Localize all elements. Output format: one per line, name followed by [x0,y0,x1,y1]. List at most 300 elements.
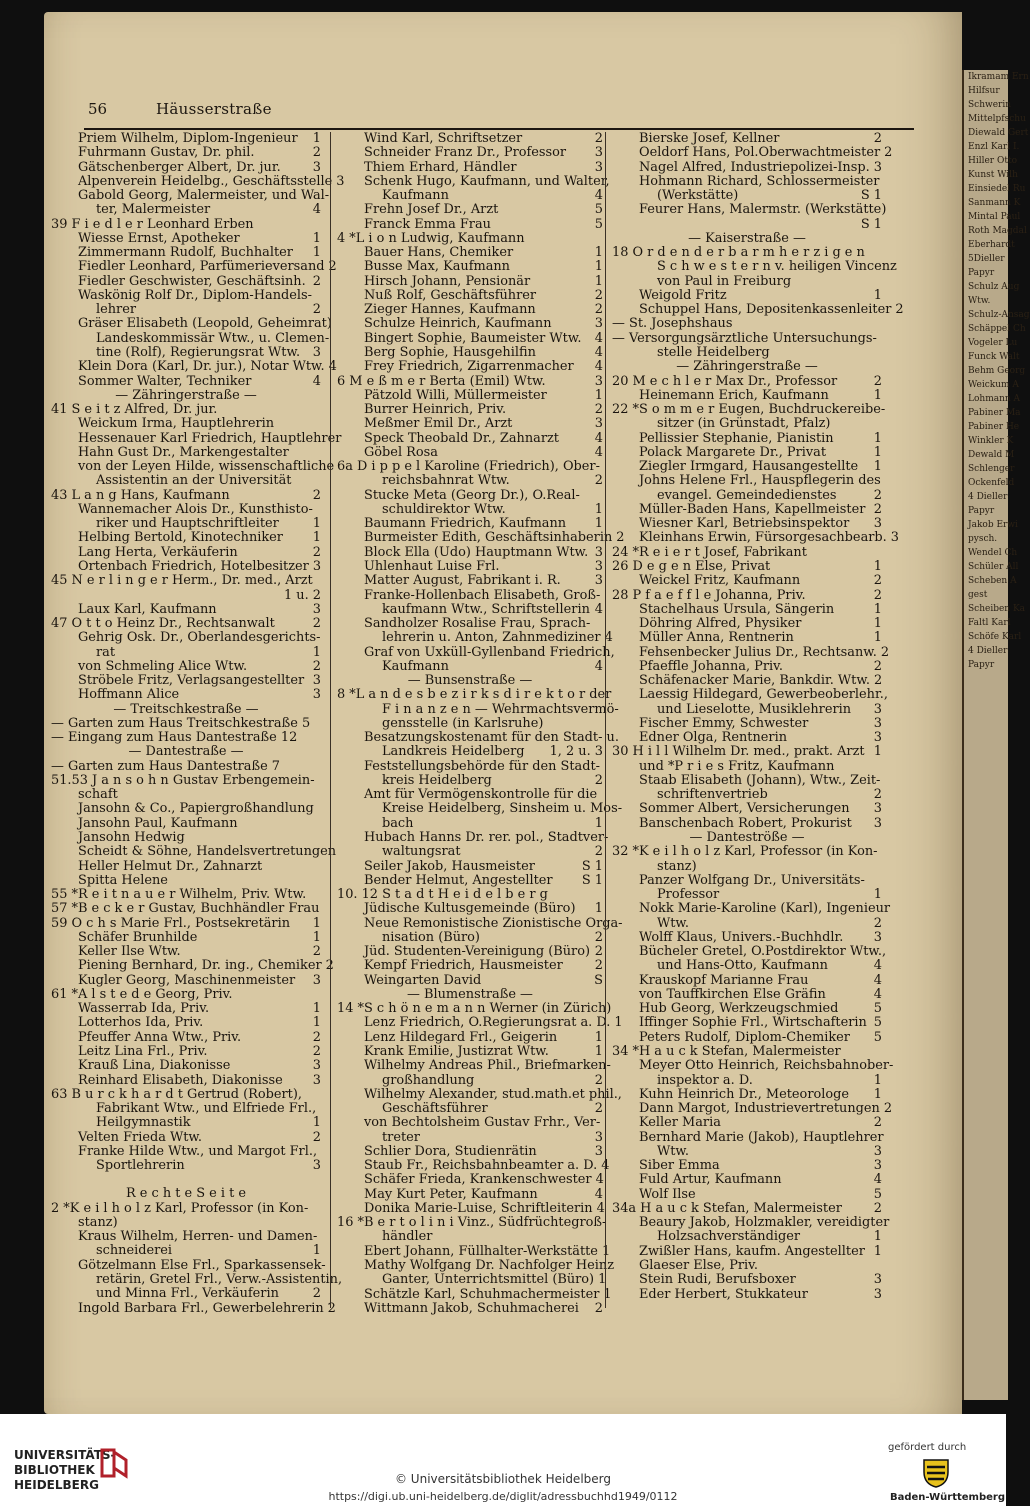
floor-number: 1 [312,516,321,532]
floor-number [878,332,882,346]
entry-text: Wind Karl, Schriftsetzer [364,131,523,146]
directory-entry [612,417,882,431]
adjacent-page-fragment: Kunst Wilh [968,170,1018,180]
entry-text: Schneider Franz Dr., Professor [364,145,567,161]
directory-entry [51,446,321,460]
entry-text: S c h w e s t e r n v. heiligen Vincenz [657,259,897,275]
directory-entry [337,574,603,588]
directory-entry [612,503,882,517]
floor-number: 2 [312,145,321,161]
entry-text: Geschäftsführer [382,1101,488,1117]
directory-entry [337,303,603,317]
directory-entry [337,189,603,203]
floor-number: 2 [312,1129,321,1145]
directory-entry [51,788,321,802]
permalink-url[interactable]: https://digi.ub.uni-heidelberg.de/diglit/adressbuchhd1949/0112 [328,1490,678,1503]
entry-text: — Versorgungsärztliche Untersuchungs- [612,330,877,346]
entry-text: stanz) [657,858,697,874]
directory-entry [51,646,321,660]
entry-text: Weickum Irma, Hauptlehrerin [78,416,275,432]
floor-number [878,760,882,774]
floor-number: 2 [328,259,337,275]
directory-entry [51,603,321,617]
entry-text: 4 *L i o n Ludwig, Kaufmann [337,230,525,246]
floor-number: 1 [873,630,882,646]
entry-text: Beaury Jakob, Holzmakler, vereidigter [639,1215,890,1231]
directory-entry [337,1031,603,1045]
directory-column-1 [51,131,345,1316]
entry-text: Gräser Elisabeth (Leopold, Geheimrat) [78,316,332,332]
floor-number: 1 [594,815,603,831]
entry-text: und Minna Frl., Verkäuferin [96,1286,279,1302]
adjacent-page-fragment: Papyr [968,660,995,670]
directory-entry [51,1116,321,1130]
directory-entry [612,489,882,503]
directory-entry [51,346,321,360]
adjacent-page-fragment: Roth Magdal [968,226,1027,236]
floor-number: 2 [312,487,321,503]
entry-text: Spitta Helene [78,872,168,888]
directory-entry [337,760,603,774]
floor-number: 1 [873,459,882,475]
footer-bar [0,1414,1006,1506]
floor-number [326,1259,330,1273]
adjacent-page-fragment: Schüler All [968,562,1019,572]
entry-text: Wolf Ilse [639,1186,696,1202]
floor-number: 4 [312,202,321,218]
adjacent-page-fragment: 5Dieller [968,254,1005,264]
floor-number [878,860,882,874]
entry-text: Kleinhans Erwin, Fürsorgesachbearb. [639,530,887,546]
directory-entry [51,232,321,246]
floor-number: 1 [873,287,882,303]
adjacent-page-fragment: pysch. [968,534,998,544]
directory-entry [612,1031,882,1045]
directory-entry [337,1158,610,1174]
entry-text: Feurer Hans, Malermstr. (Werkstätte) [639,202,887,218]
directory-entry [51,1159,321,1173]
floor-number: 2 [312,1286,321,1302]
directory-entry [51,817,321,831]
directory-entry [612,202,887,218]
directory-entry [612,674,882,688]
floor-number: 2 [895,302,904,318]
street-heading: — Danteströße — [689,830,805,846]
floor-number [878,346,882,360]
directory-entry [612,560,882,574]
directory-entry [337,1116,603,1130]
directory-entry [612,1173,882,1187]
entry-text: 43 L a n g Hans, Kaufmann [51,487,230,503]
floor-number: 1 [873,616,882,632]
floor-number: S 1 [581,872,603,888]
directory-entry [337,915,623,931]
directory-entry [337,560,603,574]
entry-text: Iffinger Sophie Frl., Wirtschafterin [639,1015,867,1031]
floor-number: 3 [594,316,603,332]
entry-text: Sandholzer Rosalise Frau, Sprach- [364,616,591,632]
directory-entry [337,745,603,759]
floor-number: 2 [873,787,882,803]
floor-number: 4 [594,188,603,204]
entry-text: 6a D i p p e l Karoline (Friedrich), Ober- [337,459,600,475]
entry-text: waltungsrat [382,844,461,860]
entry-text: Müller Anna, Rentnerin [639,630,794,646]
entry-text: Ströbele Fritz, Verlagsangestellter [78,673,305,689]
directory-entry [612,817,882,831]
entry-text: Priem Wilhelm, Diplom-Ingenieur [78,131,298,146]
floor-number: 4 [594,601,603,617]
floor-number: 2 [312,1044,321,1059]
entry-text: 59 O c h s Marie Frl., Postsekretärin [51,915,291,931]
entry-text: Krauskopf Marianne Frau [639,972,809,988]
floor-number: 5 [873,1015,882,1031]
directory-entry [612,760,882,774]
directory-entry [51,660,321,674]
directory-entry [337,603,603,617]
entry-text: 18 O r d e n d e r b a r m h e r z i g e n [612,245,865,261]
entry-text: Heinemann Erich, Kaufmann [639,387,829,403]
floor-number [599,788,603,802]
entry-text: Frey Friedrich, Zigarrenmacher [364,359,574,375]
entry-text: Dann Margot, Industrievertretungen [639,1101,880,1117]
directory-entry [51,1216,321,1230]
directory-entry [337,1215,607,1231]
directory-entry [612,332,882,346]
floor-number: 1 [873,1243,882,1259]
directory-entry [337,246,603,260]
entry-text: großhandlung [382,1072,475,1088]
floor-number: 3 [312,673,321,689]
entry-text: retärin, Gretel Frl., Verw.-Assistentin, [96,1271,343,1287]
floor-number: 2 [873,373,882,389]
entry-text: Speck Theobald Dr., Zahnarzt [364,430,559,446]
floor-number [317,1145,321,1159]
floor-number: 2 [873,131,882,146]
entry-text: Hahn Gust Dr., Markengestalter [78,444,289,460]
floor-number: 3 [873,516,882,532]
entry-text: Keller Ilse Wtw. [78,944,181,960]
directory-entry [337,489,603,503]
entry-text: Reinhard Elisabeth, Diakonisse [78,1072,283,1088]
floor-number: 1, 2 u. 3 [549,744,603,760]
directory-entry [612,346,882,360]
entry-text: Hohmann Richard, Schlossermeister [639,173,880,189]
directory-entry [612,731,882,745]
entry-text: Kaufmann [382,188,449,204]
directory-entry [51,146,321,160]
floor-number: 2 [873,673,883,689]
directory-entry [612,687,888,703]
entry-text: von Paul in Freiburg [657,273,792,289]
directory-entry [337,146,603,160]
entry-text: Döhring Alfred, Physiker [639,616,802,632]
entry-text: 45 N e r l i n g e r Herm., Dr. med., Arzt [51,573,313,589]
library-name-line2: BIBLIOTHEK [14,1463,95,1477]
floor-number: 2 [312,944,321,960]
directory-entry [612,432,882,446]
directory-entry [51,173,345,189]
floor-number [878,1045,882,1059]
directory-entry [337,317,603,331]
directory-entry [337,1272,607,1288]
floor-number: 2 [594,287,603,303]
adjacent-page-fragment: Behm Georg [968,366,1026,376]
adjacent-page-fragment: Faltl Karl [968,618,1011,628]
directory-entry [612,1202,882,1216]
entry-text: Jansohn & Co., Papiergroßhandlung [78,801,314,817]
directory-entry [612,1259,882,1273]
floor-number [317,831,321,845]
directory-entry [612,175,882,189]
directory-entry [337,660,603,674]
entry-text: Nagel Alfred, Industriepolizei-Insp. [639,159,870,175]
entry-text: Oeldorf Hans, Pol.Oberwachtmeister [639,145,881,161]
directory-entry [337,346,603,360]
funder-name: Baden-Württemberg [890,1492,1006,1503]
entry-text: Fiedler Leonhard, Parfümerieversand [78,259,325,275]
floor-number: 4 [594,444,603,460]
directory-entry [337,517,603,531]
floor-number [317,218,321,232]
entry-text: Thiem Erhard, Händler [364,159,517,175]
directory-entry [612,589,882,603]
directory-entry [612,259,897,275]
floor-number: 2 [594,1300,603,1316]
adjacent-page-fragment: 4 Dieller [968,646,1008,656]
floor-number: 1 [594,259,603,275]
directory-entry [51,1271,343,1287]
directory-entry [51,1102,321,1116]
entry-text: Johns Helene Frl., Hauspflegerin des [639,473,881,489]
directory-entry [51,303,321,317]
entry-text: Panzer Wolfgang Dr., Universitäts- [639,872,865,888]
entry-text: und Hans-Otto, Kaufmann [657,958,828,974]
entry-text: Leitz Lina Frl., Priv. [78,1044,208,1059]
floor-number [878,845,882,859]
directory-entry [51,844,337,860]
adjacent-page-fragment: Hilfsur [968,86,1000,96]
entry-text: von Bechtolsheim Gustav Frhr., Ver- [364,1115,601,1131]
entry-text: Lotterhos Ida, Priv. [78,1015,204,1031]
directory-entry [337,874,603,888]
library-name-line3: HEIDELBERG [14,1478,99,1492]
floor-number: 2 [325,958,334,974]
directory-entry [51,132,321,146]
directory-entry [612,375,882,389]
entry-text: Stein Rudi, Berufsboxer [639,1272,796,1288]
directory-entry [51,1016,321,1030]
directory-entry [337,1145,603,1159]
floor-number [317,788,321,802]
entry-text: Schlier Dora, Studienrätin [364,1143,537,1159]
directory-entry [337,446,603,460]
adjacent-page-fragment: Schwerin [968,100,1012,110]
floor-number [317,503,321,517]
directory-entry [337,1173,603,1187]
directory-entry [51,259,337,275]
directory-entry [51,902,321,916]
floor-number: 3 [873,159,882,175]
directory-entry [337,1045,603,1059]
entry-text: 47 O t t o Heinz Dr., Rechtsanwalt [51,616,275,632]
directory-entry [337,1058,611,1074]
floor-number: 2 [873,573,882,589]
directory-column-3 [605,131,904,1308]
adjacent-page-fragment: Hiller Otto [968,156,1018,166]
directory-entry [612,1131,882,1145]
floor-number [317,888,321,902]
adjacent-page-fragment: Lohmann A [968,394,1021,404]
floor-number: 3 [873,715,882,731]
directory-entry [337,945,603,959]
entry-text: Velten Frieda Wtw. [78,1129,203,1145]
adjacent-page-fragment: 4 Dieller [968,492,1008,502]
library-name-line1: UNIVERSITÄTS- [14,1448,116,1462]
entry-text: Amt für Vermögenskontrolle für die [364,787,598,803]
directory-entry [612,132,882,146]
floor-number [599,617,603,631]
floor-number [317,817,321,831]
funding-label: gefördert durch [888,1442,967,1453]
directory-entry [337,774,603,788]
floor-number [317,860,321,874]
floor-number: 1 [873,1072,882,1088]
floor-number [878,417,882,431]
directory-entry [612,974,882,988]
directory-entry [337,617,603,631]
floor-number: 1 [312,530,321,546]
directory-entry [337,959,603,973]
floor-number: 3 [312,159,321,175]
adjacent-page-fragment: Schulz Aug [968,282,1020,292]
entry-text: rat [96,644,116,660]
directory-entry [337,546,603,560]
copyright-text: © Universitätsbibliothek Heidelberg [394,1472,611,1486]
floor-number: 4 [596,1200,605,1216]
floor-number: 1 [873,444,882,460]
floor-number [317,446,321,460]
floor-number: 1 [873,558,882,574]
directory-entry [612,717,882,731]
directory-entry [337,717,603,731]
directory-entry [337,432,603,446]
floor-number: 4 [873,958,882,974]
directory-entry [337,289,603,303]
directory-entry [337,888,603,902]
directory-entry [51,917,321,931]
directory-entry [51,974,321,988]
directory-entry [51,1074,321,1088]
floor-number: 3 [873,1143,882,1159]
directory-entry [612,603,882,617]
adjacent-page-fragment: Schlenger [968,464,1015,474]
entry-text: Jüd. Studenten-Vereinigung (Büro) [364,944,590,960]
floor-number: 3 [594,558,603,574]
floor-number: 3 [312,1072,321,1088]
floor-number: 1 [873,601,882,617]
directory-entry [51,674,321,688]
state-emblem-icon [918,1458,954,1488]
floor-number: 3 [312,1158,321,1174]
directory-entry [612,1058,894,1074]
entry-text: Wannemacher Alois Dr., Kunsthisto- [78,501,313,517]
entry-text: Ingold Barbara Frl., Gewerbelehrerin [78,1300,324,1316]
directory-entry [51,417,321,431]
floor-number: 1 [594,501,603,517]
directory-entry [51,430,342,446]
entry-text: Zwißler Hans, kaufm. Angestellter [639,1243,865,1259]
directory-entry [612,1002,882,1016]
floor-number [317,403,321,417]
adjacent-page-fragment: Mittelpfschu [968,114,1026,124]
floor-number [317,1088,321,1102]
entry-text: 61 *A l s t e d e Georg, Priv. [51,986,233,1002]
entry-text: Professor [657,887,720,903]
entry-text: kaufmann Wtw., Schriftstellerin [382,601,590,617]
entry-text: Krauß Lina, Diakonisse [78,1058,231,1074]
floor-number: 1 [594,516,603,532]
floor-number: 3 [312,601,321,617]
floor-number: 2 [873,1200,882,1216]
floor-number: 3 [594,159,603,175]
directory-entry [51,860,321,874]
entry-text: Stucke Meta (Georg Dr.), O.Real- [364,487,580,503]
floor-number: 4 [594,1186,603,1202]
floor-number: 2 [594,844,603,860]
floor-number [317,417,321,431]
directory-entry [337,902,603,916]
directory-entry [337,1188,603,1202]
entry-text: Glaeser Else, Priv. [639,1257,759,1273]
adjacent-page-fragment: gest [968,590,988,600]
floor-number: 3 [873,1286,882,1302]
floor-number: 1 [873,430,882,446]
floor-number: 4 [594,330,603,346]
floor-number: 1 [598,1272,607,1288]
floor-number [878,546,882,560]
directory-entry [612,317,882,331]
entry-text: 63 B u r c k h a r d t Gertrud (Robert), [51,1086,302,1102]
adjacent-page-fragment: Schulz-Ansag [968,310,1030,320]
street-heading: — Zähringerstraße — [676,359,818,375]
entry-text: treter [382,1129,420,1145]
floor-number: 3 [594,416,603,432]
directory-entry [337,974,603,988]
entry-text: Wilhelmy Andreas Phil., Briefmarken- [364,1058,611,1074]
floor-number: 3 [594,573,603,589]
directory-entry [612,1116,882,1130]
entry-text: Fiedler Geschwister, Geschäftsinh. [78,273,306,289]
directory-entry [337,1257,615,1273]
adjacent-page-fragment: Papyr [968,506,995,516]
entry-text: Zieger Hannes, Kaufmann [364,302,536,318]
directory-entry [51,203,321,217]
adjacent-page-fragment: Papyr [968,268,995,278]
floor-number: 2 [312,302,321,318]
floor-number [600,1116,604,1130]
directory-entry [51,574,321,588]
floor-number: 1 [312,1015,321,1031]
floor-number [317,988,321,1002]
entry-text: Graf von Uxküll-Gyllenband Friedrich, [364,644,615,660]
floor-number: 3 [873,815,882,831]
floor-number: 4 [328,359,337,375]
entry-text: — St. Josephshaus [612,316,733,332]
directory-entry [612,931,882,945]
directory-entry [612,660,882,674]
directory-entry [337,1202,603,1216]
